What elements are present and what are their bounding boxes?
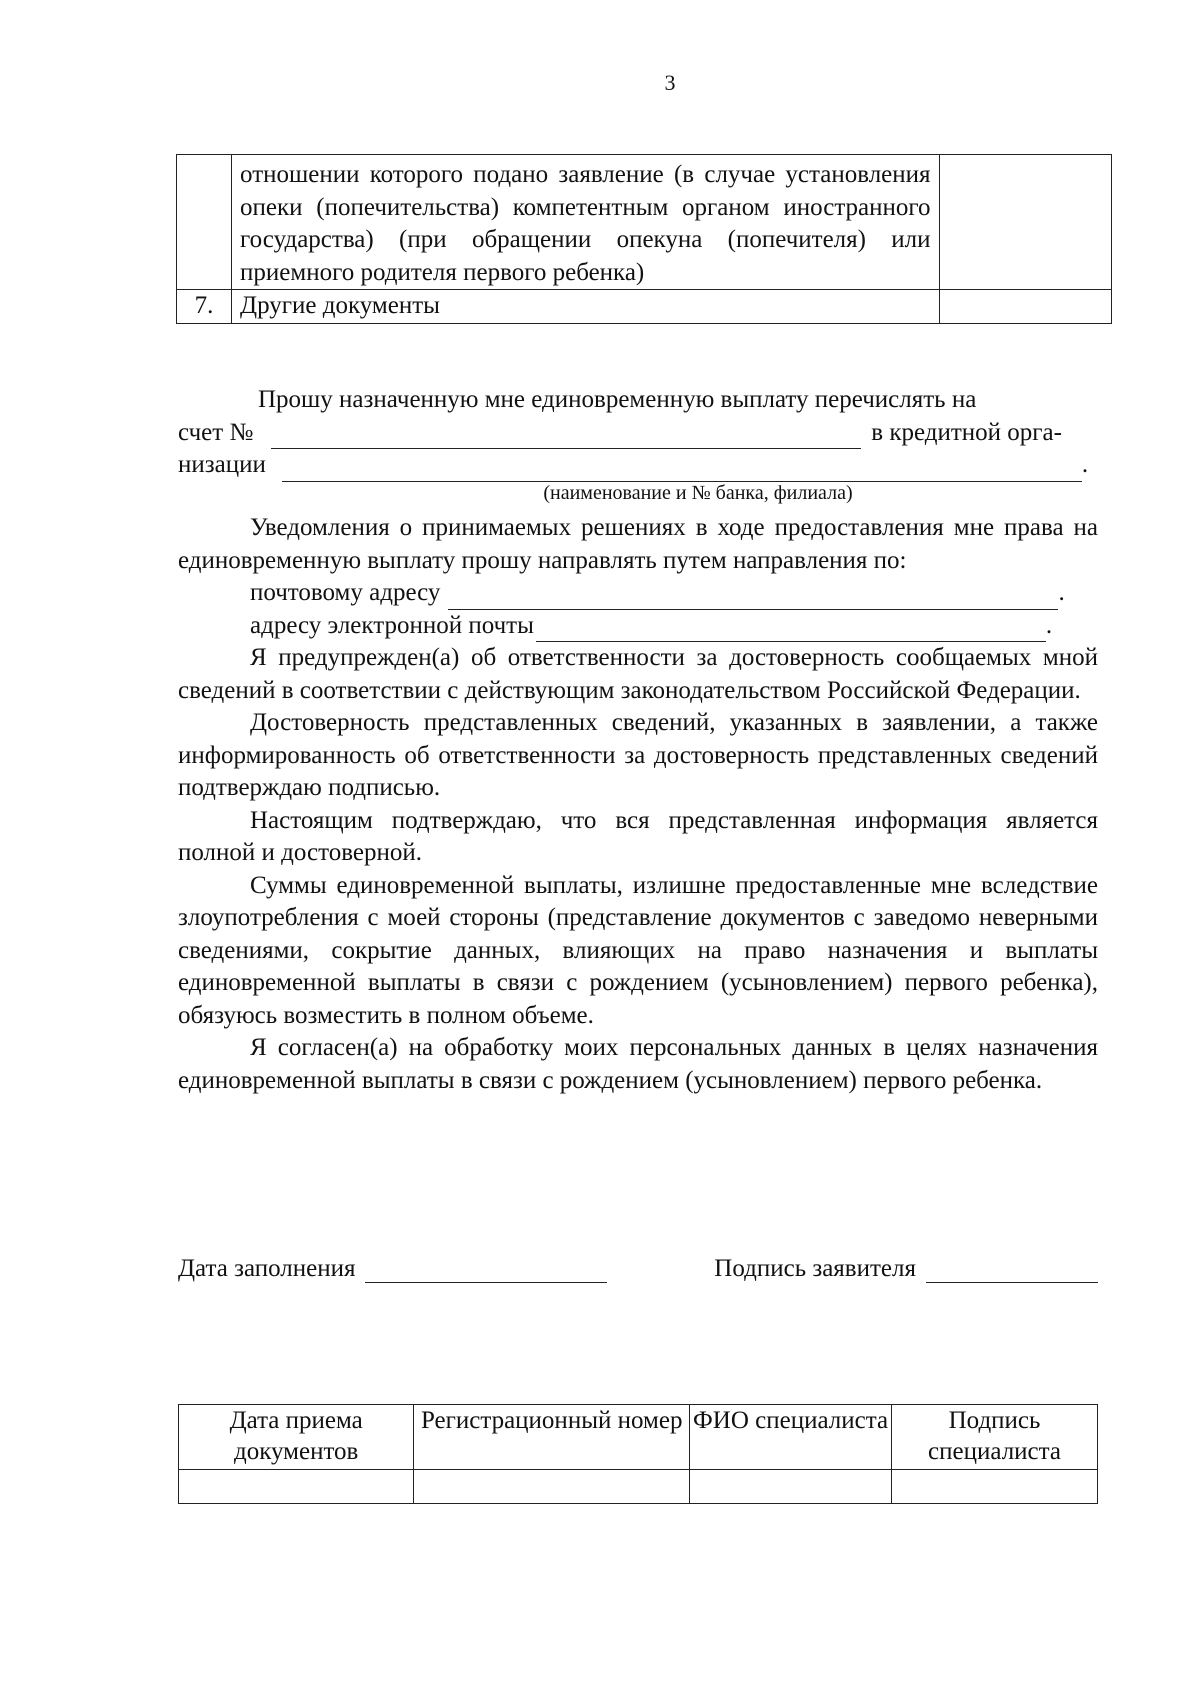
row-empty-cell[interactable] xyxy=(939,155,1111,290)
row-text: отношении которого подано заявление (в случае установления опеки (попечительства) компетентным органом иностранного государства) (при обращении опекуна (попечителя) или приемного родителя первого ребенка) xyxy=(232,155,939,290)
postal-address-field[interactable] xyxy=(448,585,1058,610)
reliability-paragraph: Достоверность представленных сведений, указанных в заявлении, а также информированность об ответственности за достоверность представленных сведений подтверждаю подписью. xyxy=(178,709,1098,801)
postal-row xyxy=(178,577,1098,610)
email-row xyxy=(178,610,1098,643)
table-row xyxy=(177,155,1112,290)
page-number: 3 xyxy=(664,70,676,95)
account-suffix: в кредитной орга- xyxy=(871,418,1062,446)
date-row xyxy=(178,1255,607,1283)
applicant-sign-row xyxy=(714,1255,1098,1283)
table-header-row xyxy=(179,1405,1098,1470)
payment-block xyxy=(178,384,1098,504)
notifications-block xyxy=(178,512,1098,1097)
row-empty-cell[interactable] xyxy=(939,290,1111,324)
bank-end: . xyxy=(1081,451,1089,478)
applicant-sign-label: Подпись заявителя xyxy=(714,1255,916,1282)
header-cell: Подпись специалиста xyxy=(892,1405,1098,1470)
email-field[interactable] xyxy=(536,617,1046,642)
row-text: Другие документы xyxy=(232,290,939,324)
bank-row xyxy=(178,449,1098,482)
table-row xyxy=(177,290,1112,324)
refund-paragraph: Суммы единовременной выплаты, излишне предоставленные мне вследствие злоупотребления с моей стороны (представление документов с заведомо неверными сведениями, сокрытие данных, влияющих на право назначения и выплаты единовременной выплаты в связи с рождением (усыновлением) первого ребенка), обязуюсь возместить в полном объеме. xyxy=(178,871,1098,1029)
consent-paragraph: Я согласен(а) на обработку моих персональных данных в целях назначения единовременной выплаты в связи с рождением (усыновлением) первого ребенка. xyxy=(178,1034,1098,1094)
notifications-intro: Уведомления о принимаемых решениях в ходе предоставления мне права на единовременную выплату прошу направлять путем направления по: xyxy=(178,514,1098,574)
table-cell[interactable] xyxy=(690,1470,892,1504)
header-cell: ФИО специалиста xyxy=(690,1405,892,1470)
reception-table xyxy=(178,1404,1098,1504)
email-end: . xyxy=(1045,611,1053,639)
documents-table xyxy=(176,154,1112,324)
signature-row xyxy=(178,1255,1098,1283)
table-cell[interactable] xyxy=(179,1470,414,1504)
bank-label: низации xyxy=(178,451,266,478)
applicant-sign-field[interactable] xyxy=(926,1258,1098,1283)
bank-caption: (наименование и № банка, филиала) xyxy=(543,481,853,504)
payment-line: Прошу назначенную мне единовременную выплату перечислять на xyxy=(258,386,977,413)
postal-label: почтовому адресу xyxy=(250,579,441,606)
responsibility-paragraph: Я предупрежден(а) об ответственности за достоверность сообщаемых мной сведений в соответствии с действующим законодательством Российской Федерации. xyxy=(178,644,1098,704)
account-row xyxy=(178,417,1098,450)
row-number: 7. xyxy=(177,290,232,324)
table-row xyxy=(179,1470,1098,1504)
row-number xyxy=(177,155,232,290)
confirmation-paragraph: Настоящим подтверждаю, что вся представленная информация является полной и достоверной. xyxy=(178,806,1098,866)
date-label: Дата заполнения xyxy=(178,1255,356,1282)
table-cell[interactable] xyxy=(892,1470,1098,1504)
account-label: счет № xyxy=(178,418,254,446)
date-field[interactable] xyxy=(365,1258,607,1283)
header-cell: Регистрационный номер xyxy=(414,1405,690,1470)
email-label: адресу электронной почты xyxy=(250,611,534,639)
bank-name-field[interactable] xyxy=(282,457,1082,482)
postal-end: . xyxy=(1058,579,1065,606)
header-cell: Дата приема документов xyxy=(179,1405,414,1470)
table-cell[interactable] xyxy=(414,1470,690,1504)
account-number-field[interactable] xyxy=(271,424,861,449)
